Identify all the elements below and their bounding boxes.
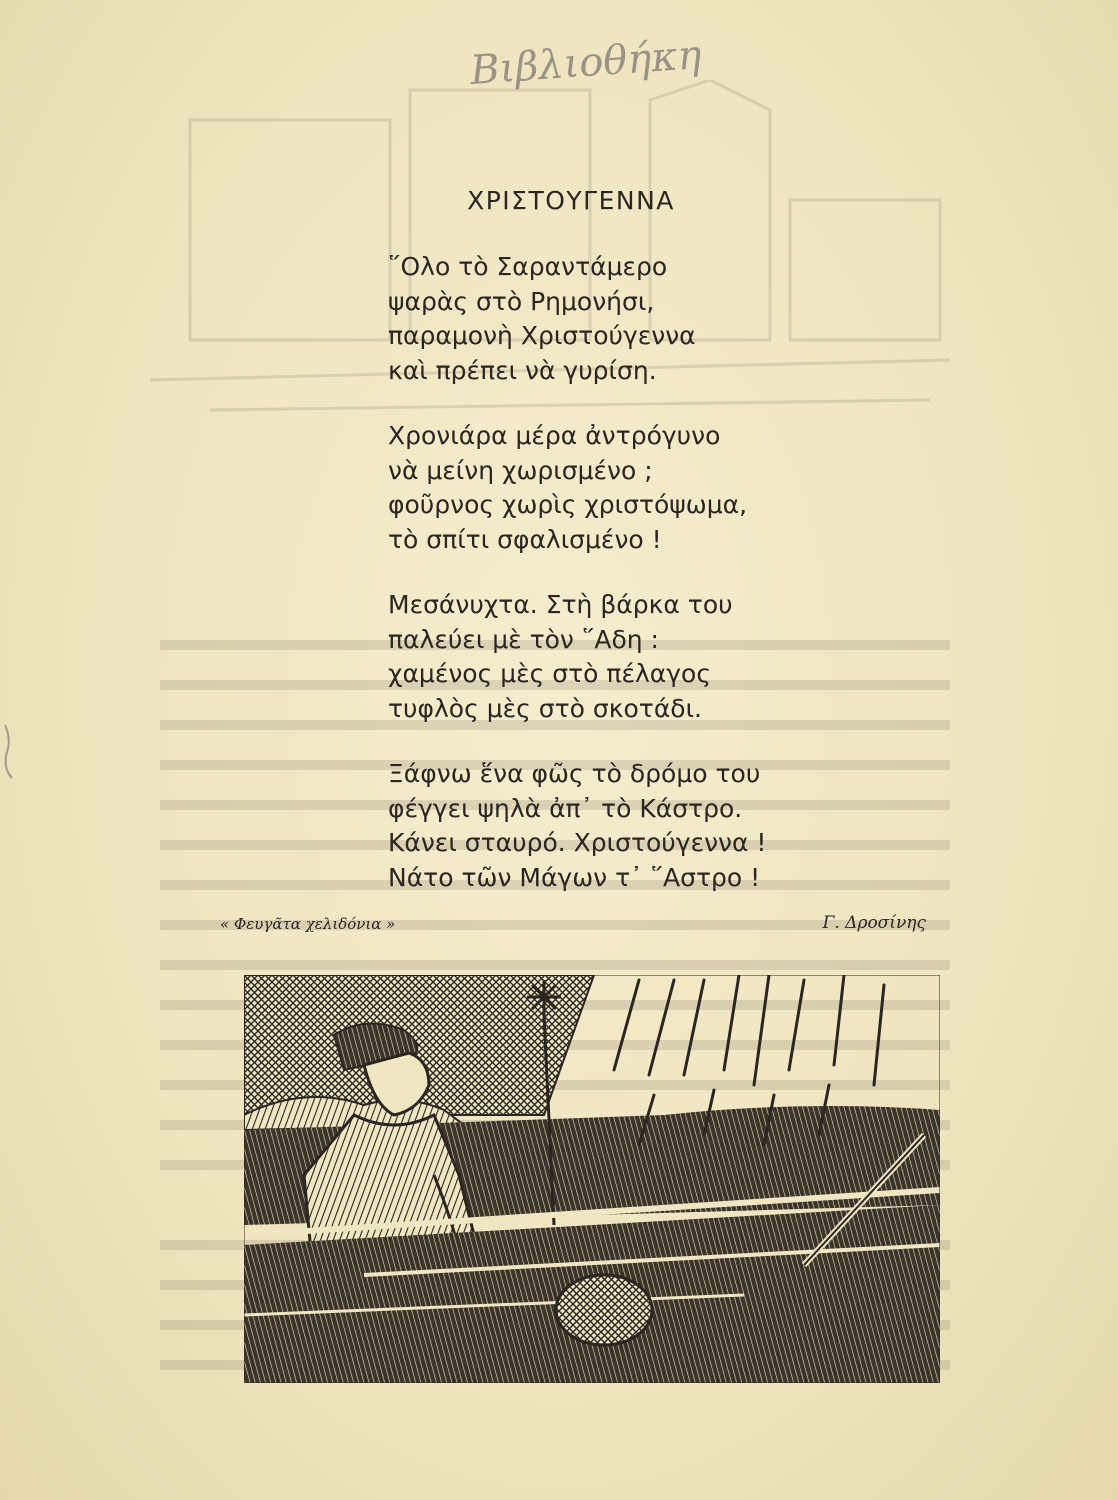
poem-line: ῞Ολο τὸ Σαραντάμερο <box>388 252 668 281</box>
poem-line: φέγγει ψηλὰ ἀπ᾿ τὸ Κάστρο. <box>388 793 743 823</box>
poem-body <box>388 250 766 926</box>
stanza <box>388 757 766 895</box>
library-signature: Βιβλιοθήκη <box>468 31 703 95</box>
poem-line: Νάτο τῶν Μάγων τ᾿ ῞Αστρο ! <box>388 862 761 892</box>
poem-line: Κάνει σταυρό. Χριστούγεννα ! <box>388 828 767 857</box>
poem-line: νὰ μείνη χωρισμένο ; <box>388 455 653 485</box>
poem-line: παλεύει μὲ τὸν ῞Αδη : <box>388 624 659 654</box>
poem-line: Ξάφνω ἕνα φῶς τὸ δρόμο του <box>388 759 761 788</box>
margin-pencil-mark <box>2 720 16 780</box>
poem-line: χαμένος μὲς στὸ πέλαγος <box>388 659 711 688</box>
poem-line: Χρονιάρα μέρα ἀντρόγυνο <box>388 421 721 450</box>
stanza <box>388 250 766 388</box>
poem-line: τὸ σπίτι σφαλισμένο ! <box>388 524 662 554</box>
poem-line: καὶ πρέπει νὰ γυρίση. <box>388 355 657 385</box>
poem-line: φοῦρνος χωρὶς χριστόψωμα, <box>388 490 748 519</box>
source-citation: « Φευγᾶτα χελιδόνια » <box>220 915 396 933</box>
stanza <box>388 419 766 557</box>
author-name: Γ. Δροσίνης <box>822 913 926 933</box>
poem-line: τυφλὸς μὲς στὸ σκοτάδι. <box>388 693 703 723</box>
poem-line: Μεσάνυχτα. Στὴ βάρκα του <box>388 590 733 619</box>
stanza <box>388 588 766 726</box>
poem-line: ψαρὰς στὸ Ρημονήσι, <box>388 286 655 316</box>
poem-line: παραμονὴ Χριστούγεννα <box>388 321 696 350</box>
woodcut-illustration <box>244 975 940 1383</box>
poem-title: ΧΡΙΣΤΟΥΓΕΝΝΑ <box>467 186 675 215</box>
